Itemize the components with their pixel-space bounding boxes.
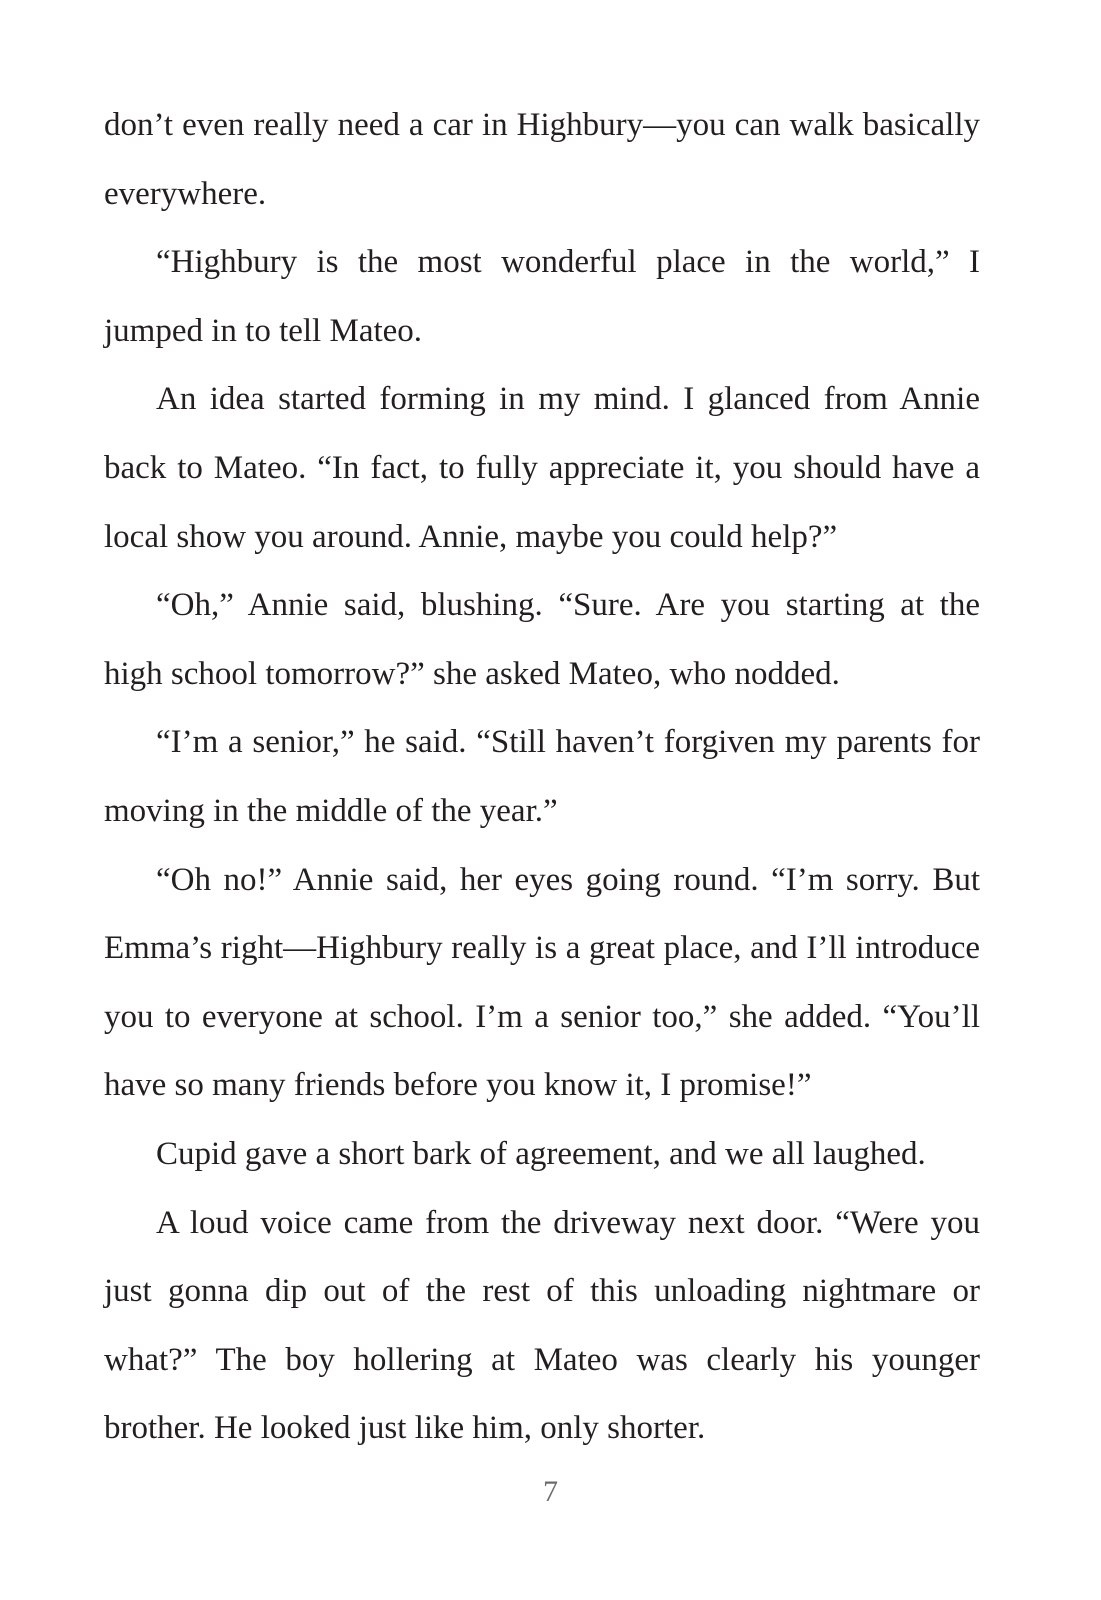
- paragraph-7: Cupid gave a short bark of agreement, and we all laughed.: [156, 1135, 926, 1172]
- paragraph-8: A loud voice came from the driveway next door. “Were you just gonna dip out of the rest of this unloading nightmare or what?” The boy hollering at Mateo was clearly his younger brother. He looked just like him, only shorter.: [104, 1204, 980, 1447]
- paragraph-5: “I’m a senior,” he said. “Still haven’t forgiven my parents for moving in the middle of the year.”: [104, 724, 980, 829]
- body-text: [104, 91, 980, 1463]
- paragraph-6: “Oh no!” Annie said, her eyes going round. “I’m sorry. But Emma’s right—Highbury really is a great place, and I’ll introduce you to everyone at school. I’m a senior too,” she added. “You’ll have so many friends before you know it, I promise!”: [104, 861, 980, 1104]
- paragraph-4: “Oh,” Annie said, blushing. “Sure. Are you starting at the high school tomorrow?” she asked Mateo, who nodded.: [104, 587, 980, 692]
- page-number: 7: [543, 1475, 558, 1508]
- paragraph-1: don’t even really need a car in Highbury—you can walk basically everywhere.: [104, 107, 980, 212]
- paragraph-3: An idea started forming in my mind. I glanced from Annie back to Mateo. “In fact, to fully appreciate it, you should have a local show you around. Annie, maybe you could help?”: [104, 381, 980, 555]
- paragraph-2: “Highbury is the most wonderful place in the world,” I jumped in to tell Mateo.: [104, 244, 980, 349]
